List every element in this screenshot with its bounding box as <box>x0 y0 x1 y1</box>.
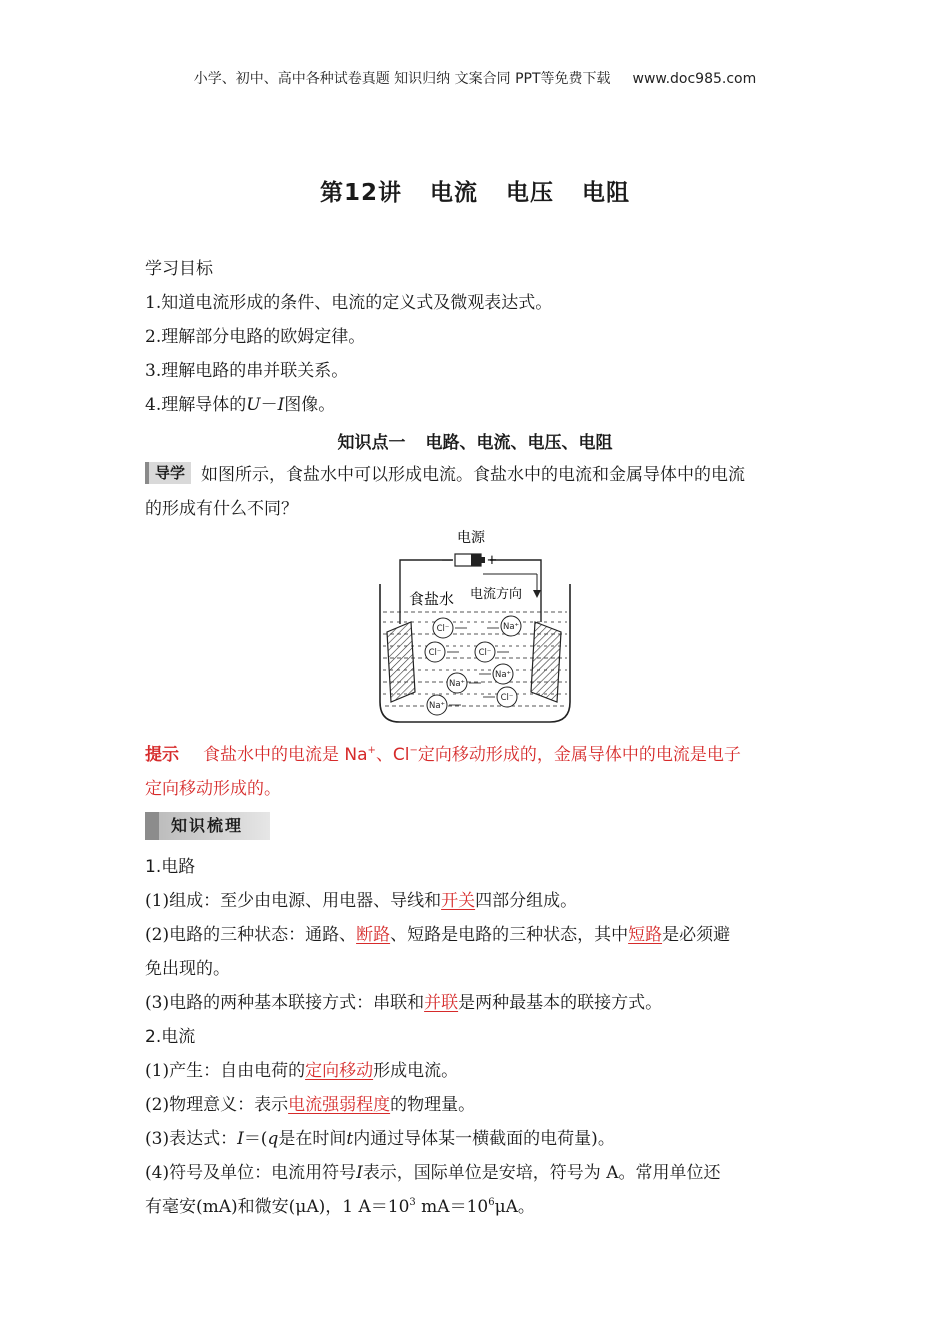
hint-1a: 食盐水中的电流是 Na <box>203 745 368 765</box>
objective-item-4 <box>145 388 335 422</box>
current-3-q: q <box>267 1129 279 1149</box>
objective-item-3: 3.理解电路的串并联关系。 <box>145 361 349 381</box>
circuit-line-2 <box>145 918 730 952</box>
current-2a: (2)物理意义：表示 <box>145 1095 289 1115</box>
plus-label: + <box>486 553 498 568</box>
current-1b: 形成电流。 <box>373 1061 459 1081</box>
objective-item-2: 2.理解部分电路的欧姆定律。 <box>145 327 366 347</box>
guide-badge: 导学 <box>145 462 191 484</box>
page-title <box>0 174 950 207</box>
current-1a: (1)产生：自由电荷的 <box>145 1061 306 1081</box>
circuit-line-3 <box>145 986 662 1020</box>
current-3d: 内通过导体某一横截面的电荷量)。 <box>353 1129 615 1149</box>
ion-6-label: Na⁺ <box>448 679 466 689</box>
objective-4-suffix: 图像。 <box>284 395 336 415</box>
header-url[interactable]: www.doc985.com <box>632 71 757 87</box>
current-5-exp2: 6 <box>488 1197 495 1208</box>
ion-7-label: Cl⁻ <box>500 693 514 703</box>
site-header <box>0 68 950 88</box>
minus-label: － <box>440 554 454 569</box>
section-knowledge-review: 知识梳理 <box>145 812 270 840</box>
hint-1c: 定向移动形成的，金属导体中的电流是电子 <box>417 745 741 765</box>
current-3c: 是在时间 <box>278 1129 347 1149</box>
source-label: 电源 <box>457 530 485 546</box>
objectives-heading: 学习目标 <box>145 259 213 279</box>
ion-2-label: Na⁺ <box>502 622 520 632</box>
objective-item-1: 1.知道电流形成的条件、电流的定义式及微观表达式。 <box>145 293 553 313</box>
current-3-i: I <box>237 1129 244 1149</box>
current-4b: 表示，国际单位是安培，符号为 A。常用单位还 <box>362 1163 721 1183</box>
current-line-1 <box>145 1054 458 1088</box>
circuit-1b: 四部分组成。 <box>475 891 578 911</box>
current-5-exp1: 3 <box>409 1197 416 1208</box>
current-3-t: t <box>346 1129 354 1149</box>
current-heading: 2.电流 <box>145 1027 196 1047</box>
circuit-heading: 1.电路 <box>145 857 196 877</box>
hint-sup-minus: − <box>409 745 418 756</box>
saltwater-electrolysis-diagram <box>375 522 575 728</box>
blank-switch: 开关 <box>441 891 476 911</box>
current-2b: 的物理量。 <box>390 1095 476 1115</box>
blank-open-circuit: 断路 <box>356 925 391 945</box>
hint-sup-plus: + <box>367 745 376 756</box>
current-5b: mA＝10 <box>415 1197 489 1217</box>
title-part2: 电压 <box>506 180 554 206</box>
current-arrow-head <box>533 590 541 598</box>
objective-4-u: U <box>246 395 261 415</box>
circuit-2c: 是必须避 <box>662 925 731 945</box>
current-3b: ＝( <box>243 1129 268 1149</box>
ion-8-label: Na⁺ <box>428 701 446 711</box>
ion-4-label: Cl⁻ <box>478 648 492 658</box>
circuit-line-1 <box>145 884 577 918</box>
knowledge-point-title <box>0 426 950 460</box>
blank-short-circuit: 短路 <box>628 925 663 945</box>
title-part1: 电流 <box>430 180 478 206</box>
water-label: 食盐水 <box>409 590 455 608</box>
guide-line-1 <box>145 458 745 492</box>
kp-label: 知识点一 <box>337 433 406 453</box>
kp-topic: 电路、电流、电压、电阻 <box>425 433 613 453</box>
guide-line-2: 的形成有什么不同？ <box>145 499 298 519</box>
objective-4-dash: － <box>260 395 278 415</box>
current-5a: 有毫安(mA)和微安(μA)，1 A＝10 <box>145 1197 410 1217</box>
circuit-3b: 是两种最基本的联接方式。 <box>458 993 663 1013</box>
circuit-2b: 、短路是电路的三种状态，其中 <box>390 925 629 945</box>
objective-4-i: I <box>277 395 285 415</box>
current-line-2 <box>145 1088 475 1122</box>
current-3a: (3)表达式： <box>145 1129 238 1149</box>
circuit-line-2-cont: 免出现的。 <box>145 959 230 979</box>
circuit-2a: (2)电路的三种状态：通路、 <box>145 925 357 945</box>
current-5c: μA。 <box>494 1197 535 1217</box>
title-part3: 电阻 <box>582 180 630 206</box>
hint-1b: 、Cl <box>375 745 410 765</box>
blank-parallel: 并联 <box>424 993 459 1013</box>
hint-line-2: 定向移动形成的。 <box>145 779 281 799</box>
blank-current-strength: 电流强弱程度 <box>288 1095 391 1115</box>
blank-directional-movement: 定向移动 <box>305 1061 374 1081</box>
current-line-5 <box>145 1190 535 1224</box>
current-line-3 <box>145 1122 615 1156</box>
circuit-3a: (3)电路的两种基本联接方式：串联和 <box>145 993 425 1013</box>
title-lecture: 第12讲 <box>319 180 402 206</box>
hint-line-1 <box>145 738 741 772</box>
guide-text-1: 如图所示，食盐水中可以形成电流。食盐水中的电流和金属导体中的电流 <box>201 465 746 485</box>
left-electrode <box>387 622 415 702</box>
circuit-1a: (1)组成：至少由电源、用电器、导线和 <box>145 891 442 911</box>
ion-3-label: Cl⁻ <box>428 648 442 658</box>
current-4-i: I <box>356 1163 363 1183</box>
ion-5-label: Na⁺ <box>494 670 512 680</box>
current-4a: (4)符号及单位：电流用符号 <box>145 1163 357 1183</box>
hint-label: 提示 <box>145 745 179 765</box>
current-line-4 <box>145 1156 721 1190</box>
objective-4-prefix: 4.理解导体的 <box>145 395 247 415</box>
header-text: 小学、初中、高中各种试卷真题 知识归纳 文案合同 PPT等免费下载 <box>193 71 611 87</box>
ion-1-label: Cl⁻ <box>436 624 450 634</box>
right-electrode <box>531 622 561 702</box>
direction-label: 电流方向 <box>470 587 523 602</box>
